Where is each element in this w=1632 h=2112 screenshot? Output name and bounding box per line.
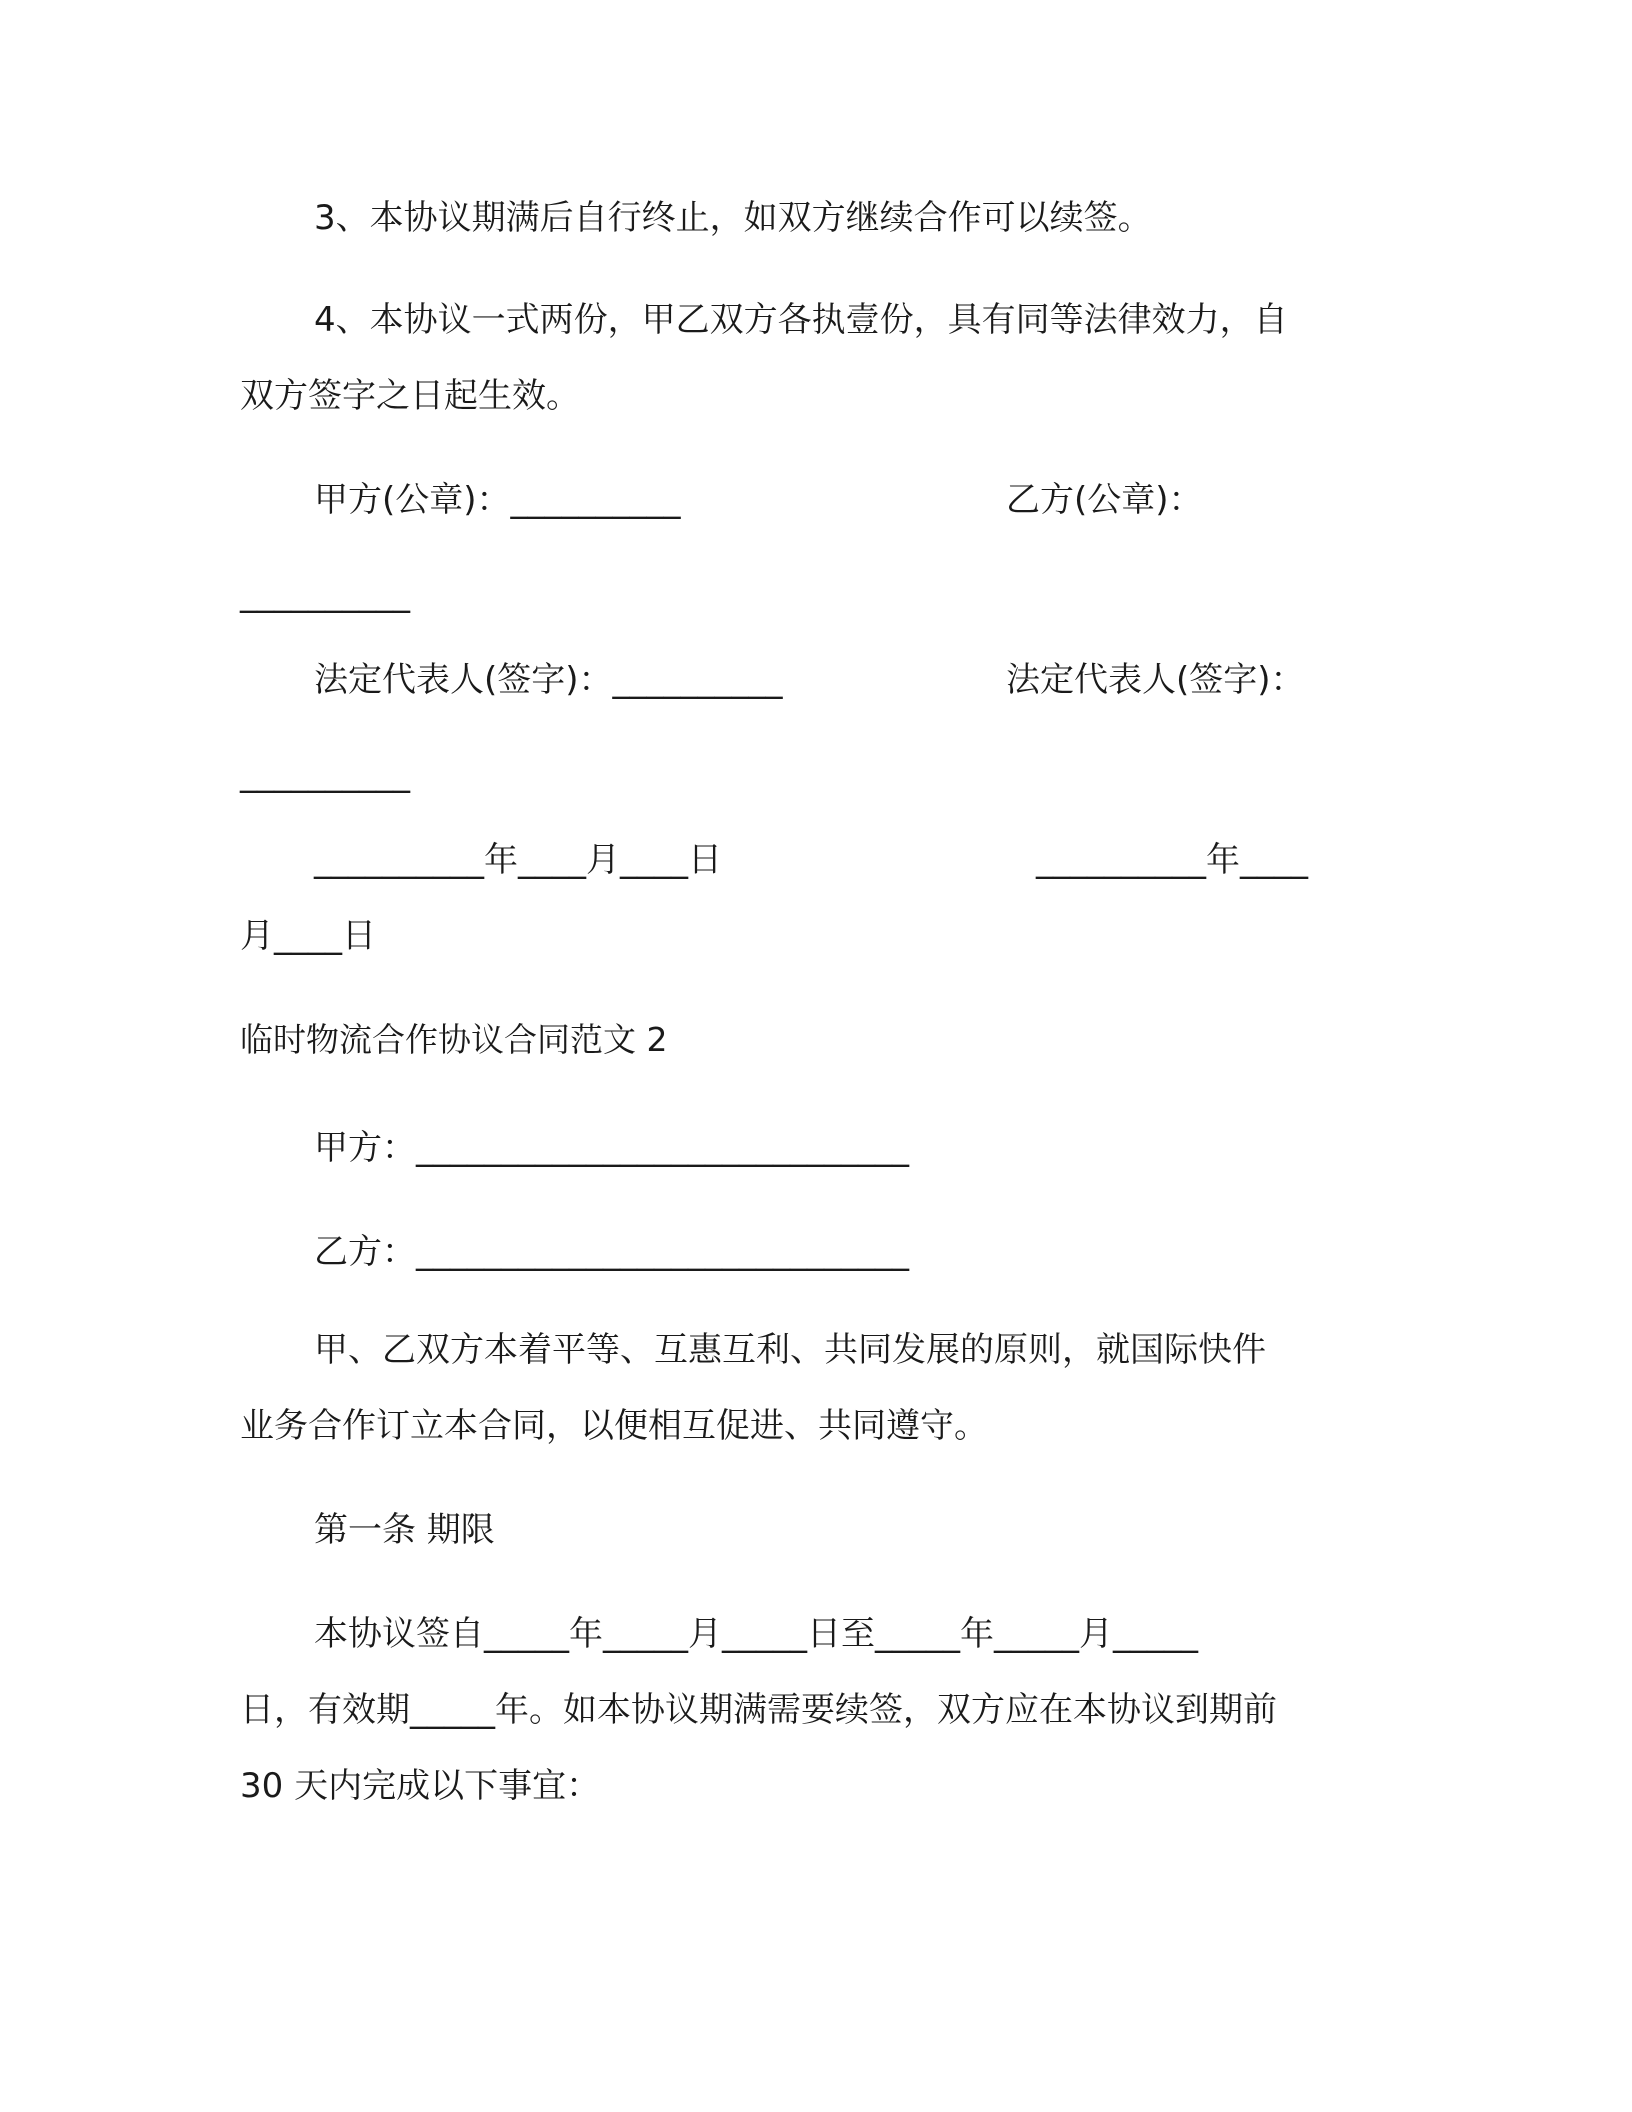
article-1-line-2: 日，有效期_____年。如本协议期满需要续签，双方应在本协议到期前	[240, 1690, 1277, 1730]
preamble-line-1: 甲、乙双方本着平等、互惠互利、共同发展的原则，就国际快件	[314, 1330, 1266, 1370]
article-1-line-1: 本协议签自_____年_____月_____日至_____年_____月_____	[314, 1614, 1198, 1654]
article-1-line-3: 30 天内完成以下事宜：	[240, 1766, 601, 1806]
article-1-title: 第一条 期限	[314, 1510, 495, 1550]
party-b-representative-blank: __________	[240, 754, 410, 794]
party-b-date-line-2: 月____日	[240, 916, 376, 956]
party-b-field: 乙方：_____________________________	[314, 1232, 909, 1272]
clause-3: 3、本协议期满后自行终止，如双方继续合作可以续签。	[314, 198, 1152, 238]
preamble-line-2: 业务合作订立本合同，以便相互促进、共同遵守。	[240, 1406, 988, 1446]
clause-4-line-1: 4、本协议一式两份，甲乙双方各执壹份，具有同等法律效力，自	[314, 300, 1288, 340]
clause-4-line-2: 双方签字之日起生效。	[240, 376, 580, 416]
party-a-seal: 甲方(公章)：__________	[314, 480, 681, 520]
party-b-seal: 乙方(公章)：	[1006, 480, 1203, 520]
party-b-representative: 法定代表人(签字)：	[1006, 660, 1305, 700]
party-b-date-line-1: __________年____	[1036, 840, 1308, 880]
party-a-date: __________年____月____日	[314, 840, 722, 880]
party-a-representative: 法定代表人(签字)：__________	[314, 660, 783, 700]
party-b-seal-blank: __________	[240, 574, 410, 614]
party-a-field: 甲方：_____________________________	[314, 1128, 909, 1168]
section-title: 临时物流合作协议合同范文 2	[240, 1020, 668, 1059]
